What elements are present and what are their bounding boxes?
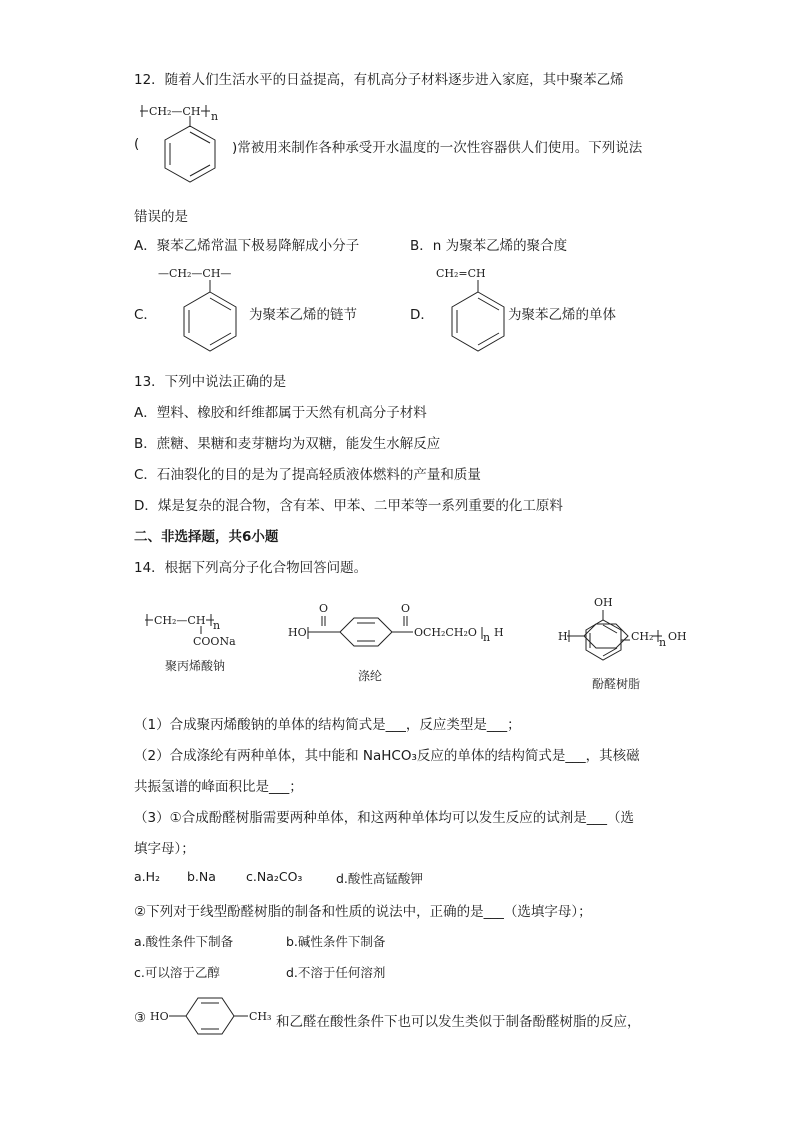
q14-opt2-a: a.酸性条件下制备: [134, 934, 234, 949]
polystyrene-n: n: [211, 110, 219, 123]
pet-carbonyl-o1: O: [319, 602, 329, 615]
q13-option-c: C．石油裂化的目的是为了提高轻质液体燃料的产量和质量: [134, 467, 481, 483]
monomer-chain-label: CH₂=CH: [436, 267, 486, 280]
polyacrylate-sub-label: COONa: [193, 635, 236, 648]
repeat-unit-chain-label: —CH₂—CH—: [158, 267, 232, 280]
q14-part1: （1）合成聚丙烯酸钠的单体的结构简式是___，反应类型是___；: [134, 717, 521, 733]
q13-option-b: B．蔗糖、果糖和麦芽糖均为双糖，能发生水解反应: [134, 436, 441, 452]
pet-left-label: HO: [288, 626, 307, 639]
q14-opt1-a: a.H₂: [134, 869, 161, 884]
p-cresol-ch3: CH₃: [249, 1010, 272, 1023]
q14-part2-line2: 共振氢谱的峰面积比是___；: [134, 779, 303, 795]
phenolic-oh-end: OH: [668, 630, 687, 643]
polyacrylate-n: n: [213, 619, 221, 632]
pet-structure: [288, 600, 518, 690]
q14-opt1-d: d.酸性高锰酸钾: [336, 871, 423, 886]
q14-part3-sub3-mark: ③: [134, 1010, 147, 1026]
q12-option-c-letter: C．: [134, 307, 157, 323]
q12-option-b: B．n 为聚苯乙烯的聚合度: [410, 238, 568, 254]
q12-stem-line2: )常被用来制作各种承受开水温度的一次性容器供人们使用。下列说法: [232, 140, 643, 156]
pet-caption: 涤纶: [358, 669, 383, 683]
q14-part3-line1: （3）①合成酚醛树脂需要两种单体，和这两种单体均可以发生反应的试剂是___（选: [134, 810, 634, 826]
q12-stem-line3: 错误的是: [134, 209, 188, 225]
sodium-polyacrylate-structure: [145, 610, 255, 675]
pet-h: H: [494, 626, 504, 639]
section-heading: 二、非选择题，共6小题: [134, 529, 279, 545]
phenolic-h: H: [558, 630, 568, 643]
phenolic-oh-top: OH: [594, 596, 613, 609]
q14-part3-sub2: ②下列对于线型酚醛树脂的制备和性质的说法中，正确的是___（选填字母）；: [134, 904, 592, 920]
polystyrene-chain-label: CH₂—CH: [149, 105, 201, 118]
phenolic-ch2: CH₂: [631, 630, 654, 643]
q13-stem: 13．下列中说法正确的是: [134, 374, 287, 390]
q12-option-a: A．聚苯乙烯常温下极易降解成小分子: [134, 238, 360, 254]
q13-option-a: A．塑料、橡胶和纤维都属于天然有机高分子材料: [134, 405, 427, 421]
q14-opt2-b: b.碱性条件下制备: [286, 934, 386, 949]
q12-option-d-letter: D．: [410, 307, 434, 323]
polyacrylate-chain-label: CH₂—CH: [154, 614, 206, 627]
q14-opt2-d: d.不溶于任何溶剂: [286, 965, 386, 980]
q12-option-d-text: 为聚苯乙烯的单体: [508, 307, 616, 323]
phenolic-n: n: [659, 636, 667, 649]
q14-opt1-b: b.Na: [187, 869, 216, 884]
p-cresol-structure: [150, 994, 275, 1038]
q14-part2-line1: （2）合成涤纶有两种单体，其中能和 NaHCO₃反应的单体的结构简式是___，其核磁: [134, 748, 640, 764]
styrene-repeat-unit-structure: [158, 264, 248, 358]
pet-right-label: OCH₂CH₂O: [414, 626, 477, 639]
pet-n: n: [483, 631, 491, 644]
q14-opt2-c: c.可以溶于乙醇: [134, 965, 220, 980]
q12-option-c-text: 为聚苯乙烯的链节: [249, 307, 357, 323]
phenolic-caption: 酚醛树脂: [592, 677, 641, 691]
polyacrylate-caption: 聚丙烯酸钠: [165, 659, 226, 673]
q12-stem-line1: 12．随着人们生活水平的日益提高，有机高分子材料逐步进入家庭，其中聚苯乙烯: [134, 72, 624, 88]
pet-carbonyl-o2: O: [401, 602, 411, 615]
q14-stem: 14．根据下列高分子化合物回答问题。: [134, 560, 368, 576]
q14-part3-sub3-text: 和乙醛在酸性条件下也可以发生类似于制备酚醛树脂的反应，: [276, 1014, 641, 1030]
q14-opt1-c: c.Na₂CO₃: [246, 869, 303, 884]
phenolic-resin-structure: [558, 596, 698, 694]
p-cresol-ho: HO: [150, 1010, 169, 1023]
q14-part3-line2: 填字母）；: [134, 841, 195, 857]
polystyrene-structure: [140, 100, 230, 190]
q13-option-d: D．煤是复杂的混合物，含有苯、甲苯、二甲苯等一系列重要的化工原料: [134, 498, 563, 514]
q12-paren-open: (: [134, 136, 140, 152]
